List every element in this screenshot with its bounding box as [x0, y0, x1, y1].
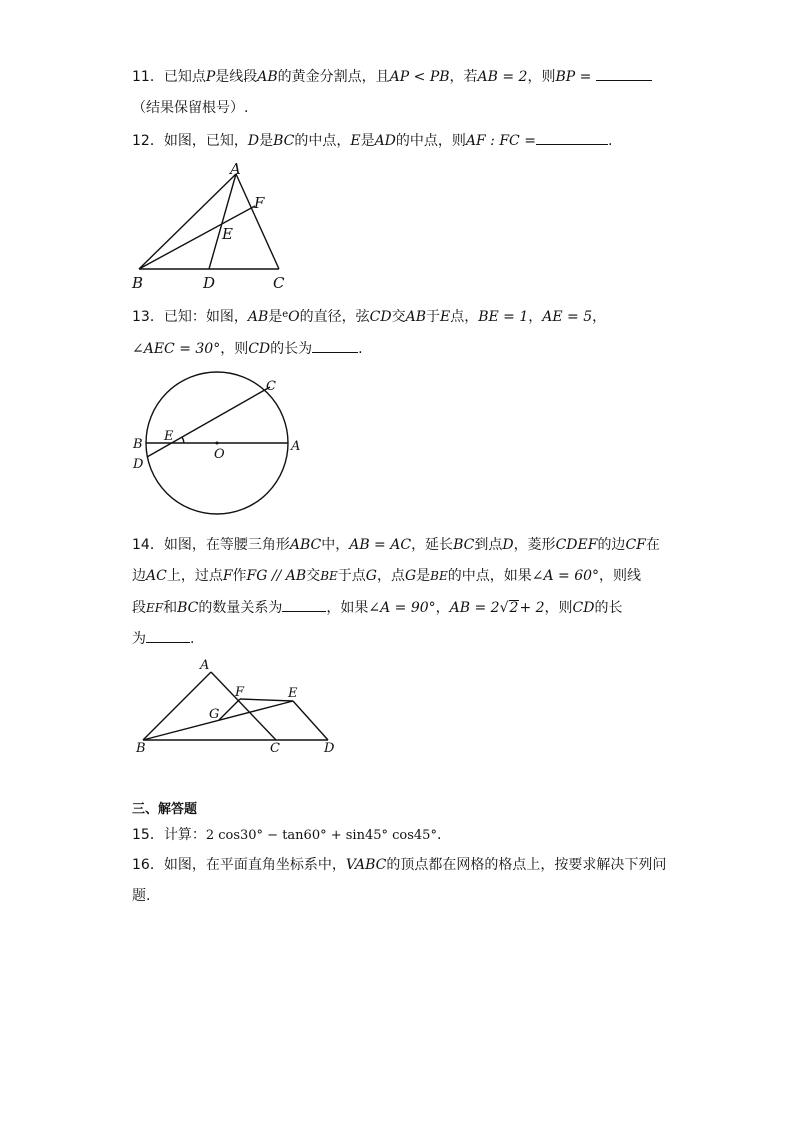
q12-line: [132, 130, 612, 151]
q14-triangle-abc: ABC: [289, 537, 322, 553]
q14-text: 为: [132, 631, 146, 647]
q13-chord-cd: CD: [369, 309, 392, 325]
q13-label-c: C: [266, 379, 276, 394]
q16-triangle-abc: VABC: [345, 857, 387, 873]
q13-text: 是: [268, 309, 283, 325]
q12-end: .: [607, 133, 613, 149]
q14-text: ，如果: [326, 600, 369, 616]
q13-angle-arc: [182, 437, 184, 443]
q13-label-o: O: [214, 447, 225, 462]
q14-point-g: G: [404, 568, 417, 584]
q14-segment-ef: EF: [146, 601, 164, 615]
q14-text: 作: [232, 568, 247, 584]
q13-point-e: E: [439, 309, 451, 325]
q14-text: ，点: [376, 568, 405, 584]
q14-text: 是: [416, 568, 431, 584]
q14-text: ，: [435, 600, 450, 616]
q14-text: 边: [132, 568, 146, 584]
q12-side-ab: [139, 174, 236, 269]
q13-center-dot: [216, 442, 219, 445]
q11-text: ，则: [527, 69, 556, 85]
q12-label-b: B: [132, 274, 144, 292]
q12-label-e: E: [222, 225, 233, 243]
q14-text: 在: [645, 537, 660, 553]
q12-label-a: A: [230, 160, 241, 178]
q12-text: 是: [360, 133, 375, 149]
q14-label-a: A: [200, 658, 210, 673]
q14-text: ，延长: [411, 537, 454, 553]
q14-label-b: B: [136, 741, 146, 756]
q14-point-g: G: [365, 568, 377, 584]
q14-text: 于点: [337, 568, 366, 584]
q13-label-b: B: [133, 437, 143, 452]
q12-label-d: D: [203, 274, 216, 292]
q12-point-d: D: [247, 133, 260, 149]
q14-side-ab: [143, 672, 211, 740]
q13-text: 交: [391, 309, 406, 325]
q14-text: 和: [163, 600, 178, 616]
q13-text: 13．已知：如图，: [132, 309, 248, 325]
q14-line3: [132, 597, 622, 618]
q14-text: ，菱形: [513, 537, 556, 553]
q13-label-a: A: [291, 439, 301, 454]
q12-point-e: E: [350, 133, 361, 149]
q13-label-d: D: [133, 457, 144, 472]
q14-text: 的中点，如果: [447, 568, 532, 584]
q11-answer-blank[interactable]: [596, 66, 652, 81]
q11-condition-ab: AB = 2: [477, 69, 528, 85]
q13-center-o: O: [288, 309, 300, 325]
q12-side-ac: [236, 174, 279, 269]
q13-text: 于: [425, 309, 440, 325]
q16-text: 题.: [132, 888, 151, 904]
q13-answer-blank[interactable]: [312, 338, 358, 353]
q12-segment-bf: [139, 206, 255, 269]
q13-angle: ∠AEC = 30°: [132, 341, 221, 357]
sqrt-icon: √: [499, 600, 509, 616]
q13-label-e: E: [164, 429, 174, 444]
q13-text: ，: [592, 309, 607, 325]
q14-angle-60: ∠A = 60°: [531, 568, 600, 584]
q12-answer-blank[interactable]: [536, 130, 608, 145]
q11-text: 的黄金分割点，且: [277, 69, 390, 85]
q11-line1: [132, 66, 652, 87]
q13-text: 的长为: [270, 341, 313, 357]
q13-line2: [132, 338, 363, 359]
q13-ae: AE = 5: [542, 309, 593, 325]
q14-point-d: D: [502, 537, 514, 553]
q16-text: 16．如图，在平面直角坐标系中，: [132, 857, 346, 873]
q13-chord-cd: [147, 387, 270, 457]
q14-end: .: [190, 631, 195, 647]
q12-text: 是: [259, 133, 274, 149]
q14-text: 的数量关系为: [198, 600, 283, 616]
q14-line4: [132, 628, 194, 649]
circle-symbol-icon: e: [282, 309, 289, 320]
q14-segment-cd: CD: [572, 600, 595, 616]
q14-line2: [132, 566, 641, 586]
q16-text: 的顶点都在网格的格点上，按要求解决下列问: [386, 857, 667, 873]
q13-text: ，则: [220, 341, 249, 357]
q13-segment-ab: AB: [247, 309, 269, 325]
q13-text: 的直径，弦: [299, 309, 370, 325]
q14-answer-blank-2[interactable]: [146, 628, 190, 643]
q14-segment-bc: BC: [177, 600, 199, 616]
q14-side-fe: [240, 699, 293, 701]
q11-text: ，若: [449, 69, 478, 85]
q13-text: 点，: [450, 309, 479, 325]
q14-answer-blank-1[interactable]: [282, 597, 326, 612]
q15-line: [132, 825, 441, 846]
q12-text: 12．如图，已知，: [132, 133, 248, 149]
q15-end: .: [436, 827, 442, 843]
q15-expression: 2 cos30° − tan60° + sin45° cos45°: [205, 828, 437, 843]
q14-label-f: F: [235, 685, 245, 700]
q14-text: ，则线: [599, 568, 642, 584]
q11-condition: AP < PB: [389, 69, 450, 85]
q15-text: 15．计算：: [132, 827, 206, 843]
section-heading: 三、解答题: [132, 802, 198, 817]
q13-segment-ab: AB: [405, 309, 426, 325]
q14-text: 上，过点: [166, 568, 223, 584]
q14-parallel: FG // AB: [246, 568, 307, 584]
q12-text: 的中点，则: [395, 133, 466, 149]
q14-point-f: F: [222, 568, 233, 584]
q13-be: BE = 1: [478, 309, 529, 325]
q12-segment-ad: AD: [374, 133, 396, 149]
q14-side-cf: CF: [625, 537, 646, 553]
q12-segment-ad: [209, 174, 236, 269]
q14-label-g: G: [209, 707, 220, 722]
q11-line2: [132, 98, 248, 118]
q14-condition: AB = AC: [349, 537, 412, 553]
q14-label-c: C: [270, 741, 280, 756]
q12-label-f: F: [254, 194, 265, 212]
q13-circle-figure: [128, 370, 308, 520]
q14-angle-90: ∠A = 90°: [368, 600, 436, 616]
q13-end: .: [358, 341, 363, 357]
q12-ratio: AF : FC =: [465, 133, 536, 149]
q14-text: 交: [306, 568, 321, 584]
q13-chord-cd: CD: [248, 341, 271, 357]
q11-text: 是线段: [215, 69, 258, 85]
q16-line2: [132, 886, 150, 906]
q14-rhombus: CDEF: [555, 537, 598, 553]
q11-point-p: P: [205, 69, 216, 85]
q14-side-ac: [211, 672, 276, 740]
q12-label-c: C: [273, 274, 285, 292]
q11-bp: BP =: [555, 69, 592, 85]
q14-text: 的长: [594, 600, 623, 616]
q14-rhombus-figure: [132, 655, 347, 760]
q12-segment-bc: BC: [273, 133, 295, 149]
q11-text: 11．已知点: [132, 69, 206, 85]
q14-plus-two: + 2: [519, 600, 545, 616]
q14-segment-bc: BC: [453, 537, 475, 553]
q14-text: 14．如图，在等腰三角形: [132, 537, 290, 553]
q14-label-e: E: [288, 686, 298, 701]
q14-text: 的边: [597, 537, 626, 553]
q16-line1: [132, 855, 666, 875]
q14-text: 到点: [474, 537, 503, 553]
q14-segment-be: BE: [430, 569, 448, 583]
q14-ab-value: AB = 2: [449, 600, 500, 616]
q11-segment-ab: AB: [257, 69, 278, 85]
q14-text: 段: [132, 600, 146, 616]
q14-side-ed: [293, 701, 328, 740]
q11-note: （结果保留根号）.: [132, 100, 249, 116]
q13-line1: [132, 305, 606, 327]
q14-sqrt-radicand: 2: [509, 600, 519, 616]
q14-label-d: D: [324, 741, 335, 756]
q13-text: ，: [528, 309, 543, 325]
q14-line1: [132, 535, 660, 555]
q12-triangle-figure: [130, 160, 290, 294]
q12-text: 的中点，: [294, 133, 351, 149]
q14-text: ，则: [544, 600, 573, 616]
q14-segment-be: BE: [320, 569, 338, 583]
q14-side-ac: AC: [146, 568, 167, 584]
q14-text: 中，: [321, 537, 350, 553]
